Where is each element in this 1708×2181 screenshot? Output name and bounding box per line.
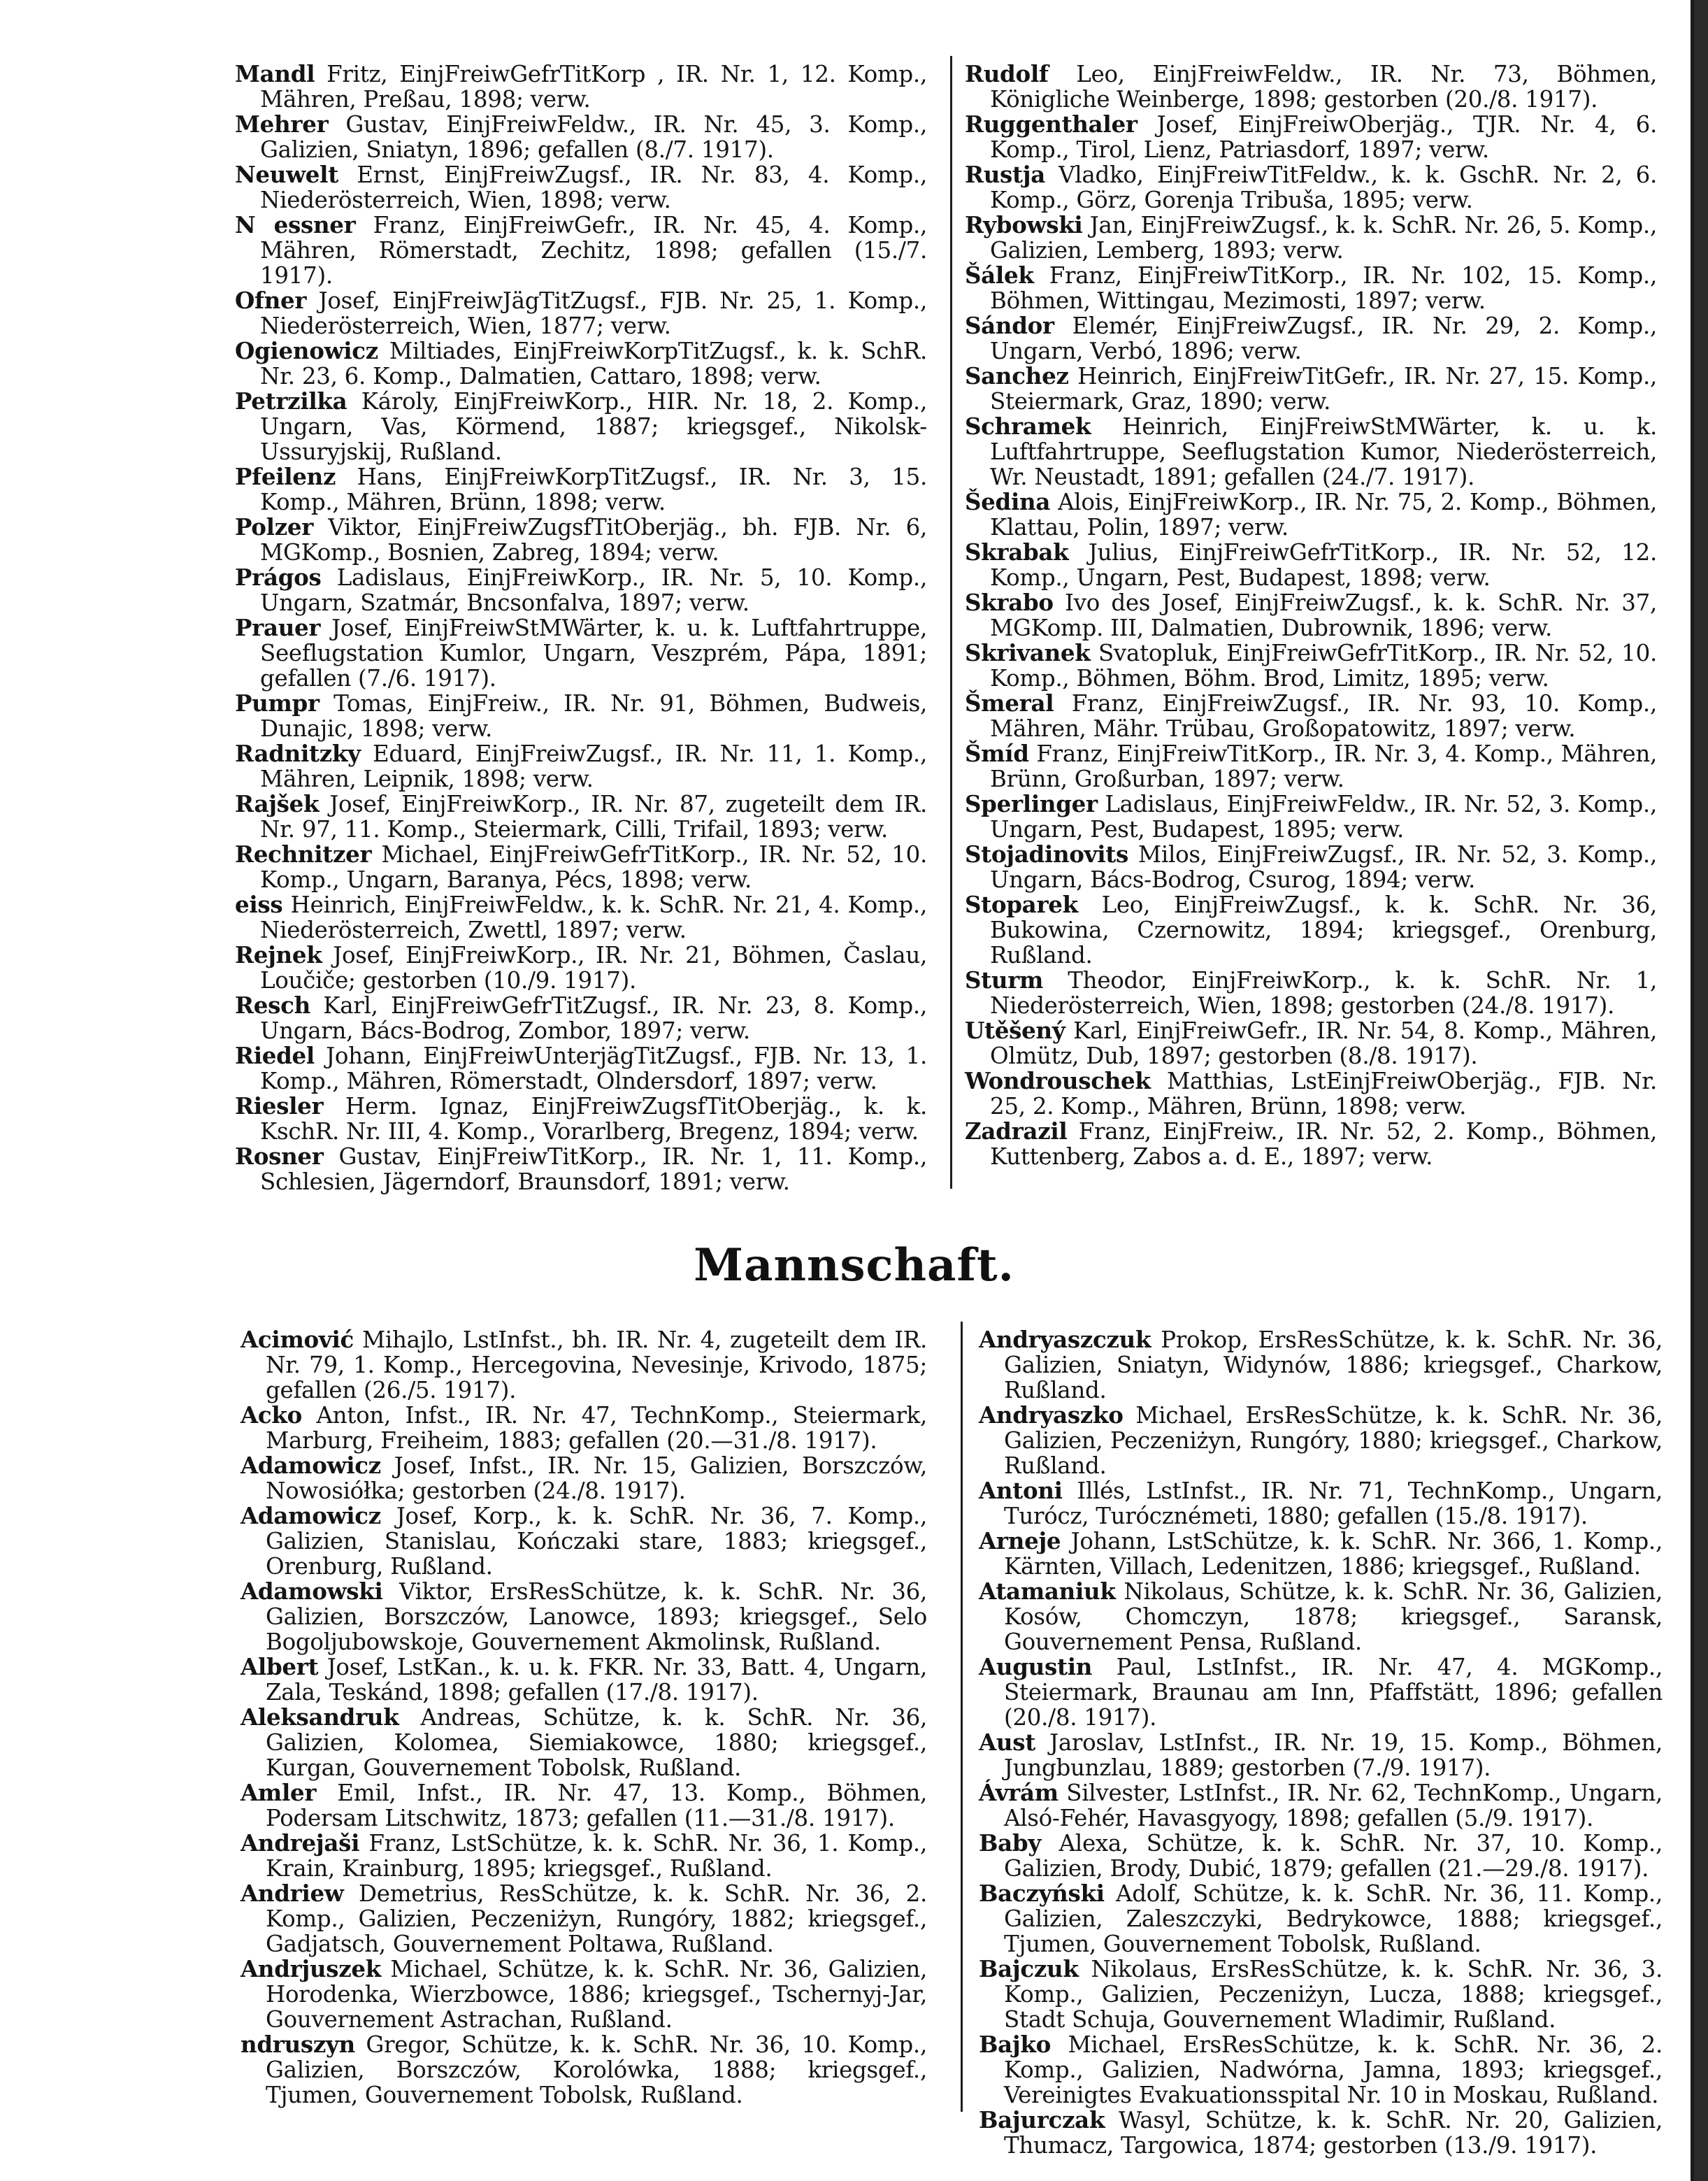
- list-item: [965, 1068, 1657, 1119]
- scan-edge-shadow: [1694, 0, 1708, 2181]
- column-bottom-right: [979, 1327, 1663, 2158]
- entry-details: Josef, Infst., IR. Nr. 15, Galizien, Borszczów, Nowosiółka; gestorben (24./8. 1917).: [266, 1452, 927, 1504]
- list-item: [965, 792, 1657, 842]
- list-item: [979, 1579, 1663, 1654]
- entry-surname: Neuwelt: [235, 161, 338, 188]
- entry-surname: Bajczuk: [979, 1955, 1079, 1982]
- entry-surname: Utěšený: [965, 1017, 1065, 1044]
- entry-details: Jaroslav, LstInfst., IR. Nr. 19, 15. Komp., Böhmen, Jungbunzlau, 1889; gestorben (7./9. 1917).: [1004, 1729, 1663, 1781]
- list-item: [235, 993, 927, 1043]
- entry-surname: Andriew: [241, 1880, 344, 1907]
- entry-surname: Rustja: [965, 161, 1045, 188]
- list-item: [235, 112, 927, 162]
- list-item: [241, 1831, 927, 1881]
- list-item: [235, 213, 927, 288]
- entry-surname: Rejnek: [235, 941, 322, 968]
- list-item: [979, 1780, 1663, 1831]
- entry-details: Wasyl, Schütze, k. k. SchR. Nr. 20, Galizien, Thumacz, Targowica, 1874; gestorben (13./9. 1917).: [1004, 2107, 1663, 2159]
- list-item: [241, 1579, 927, 1654]
- entry-details: Josef, LstKan., k. u. k. FKR. Nr. 33, Batt. 4, Ungarn, Zala, Teskánd, 1898; gefallen (17./8. 1917).: [266, 1654, 927, 1706]
- list-item: [979, 1529, 1663, 1579]
- list-item: [965, 62, 1657, 112]
- entry-details: Prokop, ErsResSchütze, k. k. SchR. Nr. 36, Galizien, Sniatyn, Widynów, 1886; kriegsgef., Charkow, Rußland.: [1004, 1327, 1663, 1403]
- entry-details: Franz, EinjFreiwTitKorp., IR. Nr. 3, 4. Komp., Mähren, Brünn, Großurban, 1897; verw.: [990, 741, 1657, 792]
- entry-surname: Baby: [979, 1829, 1041, 1857]
- entry-surname: Andryaszczuk: [979, 1326, 1151, 1353]
- entry-surname: Amler: [241, 1779, 317, 1806]
- entry-details: Andreas, Schütze, k. k. SchR. Nr. 36, Galizien, Kolomea, Siemiakowce, 1880; kriegsgef., Kurgan, Gouvernement Tobolsk, Rußland.: [266, 1704, 927, 1781]
- list-item: [241, 1780, 927, 1831]
- entry-details: Franz, EinjFreiwGefr., IR. Nr. 45, 4. Komp., Mähren, Römerstadt, Zechitz, 1898; gefallen (15./7. 1917).: [260, 212, 928, 289]
- entry-surname: Prauer: [235, 614, 321, 641]
- list-item: [235, 288, 927, 338]
- entry-surname: Rybowski: [965, 211, 1083, 238]
- entry-details: Josef, Korp., k. k. SchR. Nr. 36, 7. Komp., Galizien, Stanislau, Kończaki stare, 1883; kriegsgef., Orenburg, Rußland.: [266, 1503, 927, 1580]
- entry-details: Nikolaus, Schütze, k. k. SchR. Nr. 36, Galizien, Kosów, Chomczyn, 1878; kriegsgef., Saransk, Gouvernement Pensa, Rußland.: [1004, 1578, 1663, 1655]
- column-top-left: [235, 62, 927, 1194]
- list-item: [241, 1705, 927, 1780]
- entry-details: Michael, EinjFreiwGefrTitKorp., IR. Nr. 52, 10. Komp., Ungarn, Baranya, Pécs, 1898; verw.: [260, 841, 927, 893]
- list-item: [965, 1119, 1657, 1169]
- list-item: [965, 364, 1657, 414]
- list-item: [965, 968, 1657, 1018]
- entry-details: Adolf, Schütze, k. k. SchR. Nr. 36, 11. Komp., Galizien, Zaleszczyki, Bedrykowce, 1888; kriegsgef., Tjumen, Gouvernement Tobolsk, Rußland.: [1004, 1880, 1663, 1957]
- list-item: [235, 389, 927, 464]
- entry-details: Josef, EinjFreiwJägTitZugsf., FJB. Nr. 25, 1. Komp., Niederösterreich, Wien, 1877; verw.: [260, 287, 927, 339]
- entry-surname: Riedel: [235, 1042, 315, 1069]
- list-item: [965, 162, 1657, 213]
- entry-surname: Prágos: [235, 564, 322, 591]
- entry-surname: Augustin: [979, 1653, 1093, 1680]
- entry-surname: Antoni: [979, 1477, 1063, 1504]
- entry-details: Hans, EinjFreiwKorpTitZugsf., IR. Nr. 3, 15. Komp., Mähren, Brünn, 1898; verw.: [260, 464, 927, 515]
- column-divider-top: [950, 56, 952, 1189]
- entry-details: Leo, EinjFreiwFeldw., IR. Nr. 73, Böhmen, Königliche Weinberge, 1898; gestorben (20./8. 1917).: [990, 61, 1657, 113]
- list-item: [235, 842, 927, 892]
- entry-details: Matthias, LstEinjFreiwOberjäg., FJB. Nr. 25, 2. Komp., Mähren, Brünn, 1898; verw.: [990, 1068, 1657, 1120]
- entry-surname: Pumpr: [235, 689, 320, 717]
- entry-surname: Schramek: [965, 413, 1091, 440]
- list-item: [241, 1327, 927, 1403]
- entry-details: Ladislaus, EinjFreiwFeldw., IR. Nr. 52, 3. Komp., Ungarn, Pest, Budapest, 1895; verw.: [990, 791, 1657, 843]
- entry-details: Nikolaus, ErsResSchütze, k. k. SchR. Nr. 36, 3. Komp., Galizien, Peczeniżyn, Lucza, 1888; kriegsgef., Stadt Schuja, Gouvernement Wladimir, Rußland.: [1004, 1956, 1663, 2033]
- entry-surname: Ruggenthaler: [965, 110, 1138, 138]
- entry-details: Ernst, EinjFreiwZugsf., IR. Nr. 83, 4. Komp., Niederösterreich, Wien, 1898; verw.: [260, 162, 927, 213]
- list-item: [979, 1654, 1663, 1730]
- entry-surname: Šmeral: [965, 689, 1054, 717]
- entry-surname: Aust: [979, 1729, 1035, 1756]
- entry-surname: Adamowski: [241, 1578, 383, 1605]
- list-item: [235, 515, 927, 565]
- list-item: [979, 1881, 1663, 1957]
- list-item: [979, 1957, 1663, 2032]
- entry-details: Ivo des Josef, EinjFreiwZugsf., k. k. SchR. Nr. 37, MGKomp. III, Dalmatien, Dubrownik, 1896; verw.: [990, 589, 1657, 641]
- entry-details: Johann, LstSchütze, k. k. SchR. Nr. 366, 1. Komp., Kärnten, Villach, Ledenitzen, 1886; kriegsgef., Rußland.: [1004, 1528, 1663, 1580]
- entry-surname: Resch: [235, 992, 310, 1019]
- entry-details: Svatopluk, EinjFreiwGefrTitKorp., IR. Nr. 52, 10. Komp., Böhmen, Böhm. Brod, Limitz, 1895; verw.: [990, 640, 1657, 692]
- entry-surname: Ávrám: [979, 1779, 1058, 1806]
- entry-surname: Acko: [241, 1401, 303, 1429]
- entry-surname: Acimović: [241, 1326, 354, 1353]
- entry-surname: Adamowicz: [241, 1502, 381, 1529]
- entry-details: Heinrich, EinjFreiwFeldw., k. k. SchR. Nr. 21, 4. Komp., Niederösterreich, Zwettl, 1897; verw.: [260, 892, 927, 943]
- entry-surname: Ogienowicz: [235, 337, 378, 364]
- entry-surname: Albert: [241, 1653, 319, 1680]
- entry-surname: Atamaniuk: [979, 1578, 1116, 1605]
- entry-surname: Šmíd: [965, 740, 1029, 767]
- list-item: [235, 615, 927, 691]
- entry-surname: Andrejaši: [241, 1829, 360, 1857]
- list-item: [979, 2032, 1663, 2108]
- list-item: [965, 112, 1657, 162]
- entry-surname: Radnitzky: [235, 740, 361, 767]
- entry-details: Anton, Infst., IR. Nr. 47, TechnKomp., Steiermark, Marburg, Freiheim, 1883; gefallen (20.—31./8. 1917).: [266, 1402, 927, 1454]
- list-item: [241, 2032, 927, 2108]
- entry-details: Franz, LstSchütze, k. k. SchR. Nr. 36, 1. Komp., Krain, Krainburg, 1895; kriegsgef., Rußland.: [266, 1830, 927, 1882]
- entry-details: Miltiades, EinjFreiwKorpTitZugsf., k. k. SchR. Nr. 23, 6. Komp., Dalmatien, Cattaro, 1898; verw.: [260, 338, 927, 389]
- entry-surname: Wondrouschek: [965, 1067, 1151, 1094]
- list-item: [965, 741, 1657, 792]
- entry-details: Tomas, EinjFreiw., IR. Nr. 91, Böhmen, Budweis, Dunajic, 1898; verw.: [260, 690, 927, 742]
- list-item: [979, 2108, 1663, 2158]
- entry-details: Michael, Schütze, k. k. SchR. Nr. 36, Galizien, Horodenka, Wierzbowce, 1886; kriegsgef., Tschernyj-Jar, Gouvernement Astrachan, Rußland.: [266, 1956, 927, 2033]
- entry-surname: Zadrazil: [965, 1117, 1068, 1145]
- entry-surname: Andryaszko: [979, 1401, 1124, 1429]
- entry-details: Fritz, EinjFreiwGefrTitKorp , IR. Nr. 1, 12. Komp., Mähren, Preßau, 1898; verw.: [260, 61, 927, 113]
- list-item: [965, 414, 1657, 489]
- entry-details: Josef, EinjFreiwKorp., IR. Nr. 21, Böhmen, Časlau, Loučiče; gestorben (10./9. 1917).: [260, 942, 927, 994]
- list-item: [965, 590, 1657, 641]
- entry-surname: Rechnitzer: [235, 841, 372, 868]
- entry-details: Viktor, ErsResSchütze, k. k. SchR. Nr. 36, Galizien, Borszczów, Lanowce, 1893; kriegsgef., Selo Bogoljubowskoje, Gouvernement Akmolinsk, Rußland.: [266, 1578, 927, 1655]
- list-item: [979, 1403, 1663, 1478]
- entry-surname: Polzer: [235, 513, 314, 541]
- entry-surname: Sándor: [965, 312, 1054, 339]
- entry-details: Paul, LstInfst., IR. Nr. 47, 4. MGKomp., Steiermark, Braunau am Inn, Pfaffstätt, 1896; gefallen (20./8. 1917).: [1004, 1654, 1663, 1731]
- entry-details: Emil, Infst., IR. Nr. 47, 13. Komp., Böhmen, Podersam Litschwitz, 1873; gefallen (11.—31./8. 1917).: [266, 1780, 927, 1831]
- entry-details: Elemér, EinjFreiwZugsf., IR. Nr. 29, 2. Komp., Ungarn, Verbó, 1896; verw.: [990, 313, 1657, 364]
- entry-surname: Petrzilka: [235, 387, 347, 415]
- list-item: [241, 1957, 927, 2032]
- entry-surname: Riesler: [235, 1092, 324, 1120]
- entry-details: Jan, EinjFreiwZugsf., k. k. SchR. Nr. 26, 5. Komp., Galizien, Lemberg, 1893; verw.: [990, 212, 1657, 264]
- entry-details: Theodor, EinjFreiwKorp., k. k. SchR. Nr. 1, Niederösterreich, Wien, 1898; gestorben (24./8. 1917).: [990, 967, 1657, 1019]
- entry-details: Milos, EinjFreiwZugsf., IR. Nr. 52, 3. Komp., Ungarn, Bács-Bodrog, Csurog, 1894; verw.: [990, 841, 1657, 893]
- entry-details: Gustav, EinjFreiwFeldw., IR. Nr. 45, 3. Komp., Galizien, Sniatyn, 1896; gefallen (8./7. 1917).: [260, 111, 927, 163]
- entry-details: Károly, EinjFreiwKorp., HIR. Nr. 18, 2. Komp., Ungarn, Vas, Körmend, 1887; kriegsgef., Nikolsk-Ussuryjskij, Rußland.: [260, 388, 927, 465]
- list-item: [235, 741, 927, 792]
- list-item: [235, 565, 927, 615]
- list-item: [235, 1144, 927, 1194]
- entry-surname: Sturm: [965, 966, 1044, 994]
- entry-details: Josef, EinjFreiwStMWärter, k. u. k. Luftfahrtruppe, Seeflugstation Kumlor, Ungarn, Veszprém, Pápa, 1891; gefallen (7./6. 1917).: [260, 615, 927, 692]
- list-item: [241, 1453, 927, 1503]
- entry-surname: Stojadinovits: [965, 841, 1128, 868]
- entry-surname: Sperlinger: [965, 790, 1098, 817]
- entry-surname: Skrabo: [965, 589, 1054, 616]
- list-item: [965, 263, 1657, 313]
- entry-details: Karl, EinjFreiwGefr., IR. Nr. 54, 8. Komp., Mähren, Olmütz, Dub, 1897; gestorben (8./8. 1917).: [990, 1017, 1657, 1069]
- entry-details: Leo, EinjFreiwZugsf., k. k. SchR. Nr. 36, Bukowina, Czernowitz, 1894; kriegsgef., Orenburg, Rußland.: [990, 892, 1657, 968]
- list-item: [965, 892, 1657, 968]
- list-item: [241, 1403, 927, 1453]
- list-item: [979, 1730, 1663, 1780]
- entry-details: Josef, EinjFreiwOberjäg., TJR. Nr. 4, 6. Komp., Tirol, Lienz, Patriasdorf, 1897; verw.: [990, 111, 1657, 163]
- entry-surname: Mehrer: [235, 110, 329, 138]
- entry-details: Franz, EinjFreiw., IR. Nr. 52, 2. Komp., Böhmen, Kuttenberg, Zabos a. d. E., 1897; verw.: [990, 1118, 1657, 1170]
- entry-details: Eduard, EinjFreiwZugsf., IR. Nr. 11, 1. Komp., Mähren, Leipnik, 1898; verw.: [260, 741, 927, 792]
- column-top-right: [965, 62, 1657, 1169]
- list-item: [965, 641, 1657, 691]
- entry-surname: Ofner: [235, 287, 307, 314]
- entry-surname: Šedina: [965, 488, 1051, 515]
- entry-details: Mihajlo, LstInfst., bh. IR. Nr. 4, zugeteilt dem IR. Nr. 79, 1. Komp., Hercegovina, Nevesinje, Krivodo, 1875; gefallen (26./5. 1917).: [266, 1327, 927, 1403]
- entry-surname: Skrivanek: [965, 639, 1091, 666]
- list-item: [241, 1503, 927, 1579]
- list-item: [965, 313, 1657, 364]
- entry-surname: N essner: [235, 211, 356, 238]
- entry-details: Karl, EinjFreiwGefrTitZugsf., IR. Nr. 23, 8. Komp., Ungarn, Bács-Bodrog, Zombor, 1897; verw.: [260, 992, 927, 1044]
- entry-details: Herm. Ignaz, EinjFreiwZugsfTitOberjäg., k. k. KschR. Nr. III, 4. Komp., Vorarlberg, Bregenz, 1894; verw.: [260, 1093, 927, 1145]
- entry-surname: Pfeilenz: [235, 463, 336, 490]
- entry-surname: Skrabak: [965, 538, 1069, 566]
- entry-details: Ladislaus, EinjFreiwKorp., IR. Nr. 5, 10. Komp., Ungarn, Szatmár, Bncsonfalva, 1897; verw.: [260, 564, 927, 616]
- column-divider-bottom: [961, 1322, 963, 2112]
- entry-details: Viktor, EinjFreiwZugsfTitOberjäg., bh. FJB. Nr. 6, MGKomp., Bosnien, Zabreg, 1894; verw.: [260, 514, 927, 566]
- list-item: [235, 691, 927, 741]
- list-item: [979, 1831, 1663, 1881]
- list-item: [979, 1478, 1663, 1529]
- entry-details: Gregor, Schütze, k. k. SchR. Nr. 36, 10. Komp., Galizien, Borszczów, Korolówka, 1888; kriegsgef., Tjumen, Gouvernement Tobolsk, Rußland.: [266, 2031, 927, 2108]
- list-item: [241, 1654, 927, 1705]
- entry-details: Michael, ErsResSchütze, k. k. SchR. Nr. 36, Galizien, Peczeniżyn, Rungóry, 1880; kriegsgef., Charkow, Rußland.: [1004, 1402, 1663, 1479]
- list-item: [235, 892, 927, 943]
- list-item: [979, 1327, 1663, 1403]
- entry-details: Demetrius, ResSchütze, k. k. SchR. Nr. 36, 2. Komp., Galizien, Peczeniżyn, Rungóry, 1882; kriegsgef., Gadjatsch, Gouvernement Poltawa, Rußland.: [266, 1880, 927, 1957]
- entry-details: Illés, LstInfst., IR. Nr. 71, TechnKomp., Ungarn, Turócz, Turócznémeti, 1880; gefallen (15./8. 1917).: [1004, 1478, 1663, 1529]
- entry-details: Franz, EinjFreiwTitKorp., IR. Nr. 102, 15. Komp., Böhmen, Wittingau, Mezimosti, 1897; verw.: [990, 262, 1657, 314]
- entry-surname: Bajurczak: [979, 2106, 1105, 2133]
- entry-details: Heinrich, EinjFreiwStMWärter, k. u. k. Luftfahrtruppe, Seeflugstation Kumor, Niederösterreich, Wr. Neustadt, 1891; gefallen (24./7. 1917).: [990, 413, 1657, 490]
- entry-surname: Andrjuszek: [241, 1955, 382, 1982]
- entry-surname: ndruszyn: [241, 2031, 355, 2058]
- list-item: [235, 1043, 927, 1094]
- list-item: [965, 691, 1657, 741]
- entry-details: Julius, EinjFreiwGefrTitKorp., IR. Nr. 52, 12. Komp., Ungarn, Pest, Budapest, 1898; verw.: [990, 539, 1657, 591]
- list-item: [965, 489, 1657, 540]
- list-item: [235, 943, 927, 993]
- list-item: [235, 464, 927, 515]
- entry-details: Alois, EinjFreiwKorp., IR. Nr. 75, 2. Komp., Böhmen, Klattau, Polin, 1897; verw.: [990, 489, 1657, 541]
- column-bottom-left: [241, 1327, 927, 2108]
- list-item: [965, 1018, 1657, 1068]
- list-item: [235, 1094, 927, 1144]
- list-item: [235, 338, 927, 389]
- entry-surname: Mandl: [235, 60, 315, 87]
- entry-surname: eiss: [235, 891, 283, 918]
- list-item: [235, 792, 927, 842]
- list-item: [965, 842, 1657, 892]
- list-item: [965, 540, 1657, 590]
- entry-surname: Rudolf: [965, 60, 1049, 87]
- entry-surname: Adamowicz: [241, 1452, 381, 1479]
- entry-details: Josef, EinjFreiwKorp., IR. Nr. 87, zugeteilt dem IR. Nr. 97, 11. Komp., Steiermark, Cilli, Trifail, 1893; verw.: [260, 791, 927, 843]
- entry-surname: Baczyński: [979, 1880, 1105, 1907]
- entry-surname: Rajšek: [235, 790, 320, 817]
- entry-surname: Rosner: [235, 1143, 324, 1170]
- entry-details: Heinrich, EinjFreiwTitGefr., IR. Nr. 27, 15. Komp., Steiermark, Graz, 1890; verw.: [990, 363, 1657, 415]
- entry-surname: Sanchez: [965, 362, 1069, 389]
- entry-surname: Stoparek: [965, 891, 1078, 918]
- entry-details: Silvester, LstInfst., IR. Nr. 62, TechnKomp., Ungarn, Alsó-Fehér, Havasgyogy, 1898; gefallen (5./9. 1917).: [1004, 1780, 1663, 1831]
- list-item: [965, 213, 1657, 263]
- entry-surname: Bajko: [979, 2031, 1051, 2058]
- section-title: Mannschaft.: [694, 1239, 1014, 1292]
- list-item: [235, 162, 927, 213]
- list-item: [241, 1881, 927, 1957]
- entry-surname: Šálek: [965, 262, 1034, 289]
- entry-surname: Arneje: [979, 1527, 1061, 1554]
- entry-details: Johann, EinjFreiwUnterjägTitZugsf., FJB. Nr. 13, 1. Komp., Mähren, Römerstadt, Olndersdorf, 1897; verw.: [260, 1043, 927, 1094]
- entry-surname: Aleksandruk: [241, 1703, 399, 1731]
- entry-details: Alexa, Schütze, k. k. SchR. Nr. 37, 10. Komp., Galizien, Brody, Dubić, 1879; gefallen (21.—29./8. 1917).: [1004, 1830, 1663, 1882]
- entry-details: Michael, ErsResSchütze, k. k. SchR. Nr. 36, 2. Komp., Galizien, Nadwórna, Jamna, 1893; kriegsgef., Vereinigtes Evakuationsspital Nr. 10 in Moskau, Rußland.: [1004, 2031, 1663, 2108]
- entry-details: Vladko, EinjFreiwTitFeldw., k. k. GschR. Nr. 2, 6. Komp., Görz, Gorenja Tribuša, 1895; verw.: [990, 162, 1657, 213]
- entry-details: Franz, EinjFreiwZugsf., IR. Nr. 93, 10. Komp., Mähren, Mähr. Trübau, Großopatowitz, 1897; verw.: [990, 690, 1657, 742]
- entry-details: Gustav, EinjFreiwTitKorp., IR. Nr. 1, 11. Komp., Schlesien, Jägerndorf, Braunsdorf, 1891; verw.: [260, 1143, 927, 1195]
- list-item: [235, 62, 927, 112]
